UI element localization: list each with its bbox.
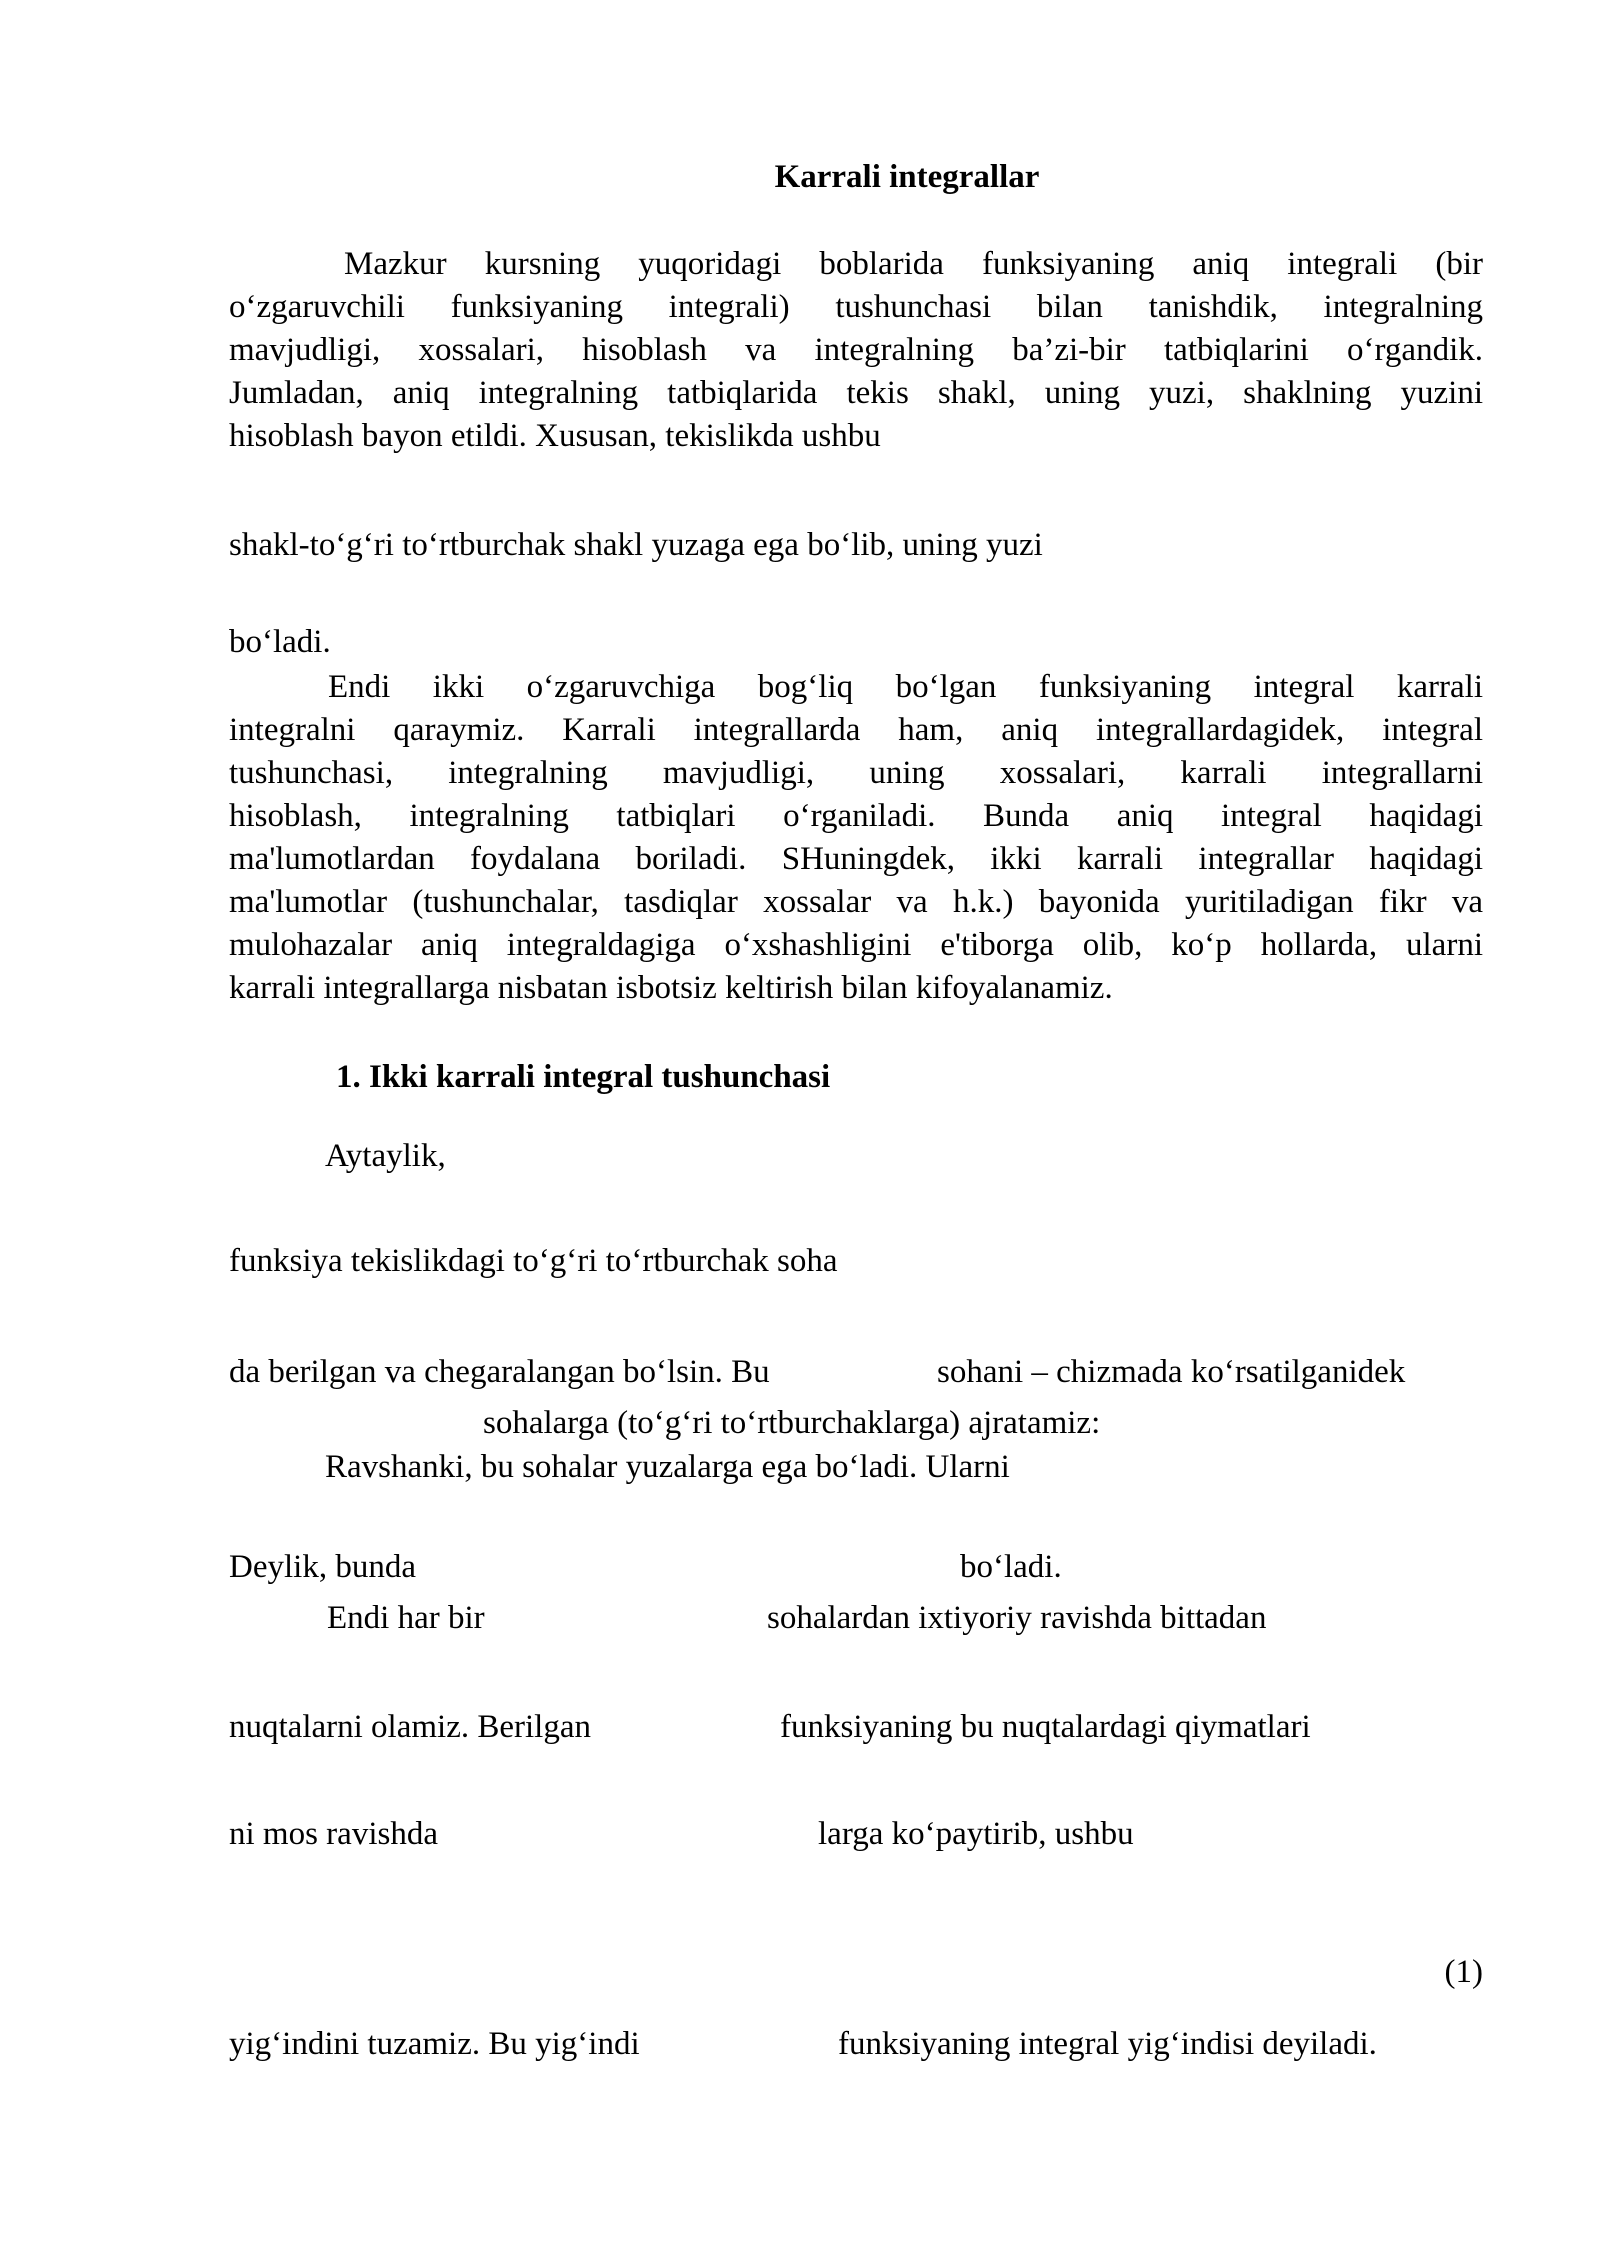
line-right-part: sohalardan ixtiyoriy ravishda bittadan: [767, 1600, 1267, 1636]
section-heading: 1. Ikki karrali integral tushunchasi: [336, 1059, 831, 1095]
line-right-part: sohani – chizmada ko‘rsatilganidek: [937, 1354, 1406, 1390]
line-right-part: larga ko‘paytirib, ushbu: [818, 1816, 1134, 1852]
text-line-boladi: bo‘ladi.: [229, 624, 331, 660]
text-line-endi-har-bir: [229, 1597, 1483, 1640]
paragraph-line: hisoblash bayon etildi. Xususan, tekislikda ushbu: [229, 418, 881, 454]
page-title: Karrali integrallar: [774, 159, 1040, 195]
text-line-funksiya: funksiya tekislikdagi to‘g‘ri to‘rtburchak soha: [229, 1243, 838, 1279]
paragraph-1: [229, 243, 1483, 458]
line-left-part: nuqtalarni olamiz. Berilgan: [229, 1709, 591, 1745]
text-line-deylik: [229, 1546, 1483, 1589]
line-right-part: funksiyaning integral yig‘indisi deyiladi.: [838, 2026, 1377, 2062]
paragraph-line: karrali integrallarga nisbatan isbotsiz keltirish bilan kifoyalanamiz.: [229, 970, 1113, 1006]
equation-number: (1): [1444, 1954, 1483, 1990]
text-line-da-berilgan: [229, 1351, 1483, 1394]
text-line-nuqtalarni: [229, 1706, 1483, 1749]
line-right-part: funksiyaning bu nuqtalardagi qiymatlari: [780, 1709, 1311, 1745]
paragraph-line: mulohazalar aniq integraldagiga o‘xshashligini e'tiborga olib, ko‘p hollarda, ularni: [229, 927, 1483, 963]
paragraph-line: ma'lumotlardan foydalana boriladi. SHuningdek, ikki karrali integrallar haqidagi: [229, 841, 1483, 877]
text-line-ni-mos: [229, 1813, 1483, 1856]
text-line-aytaylik: Aytaylik,: [325, 1138, 446, 1174]
paragraph-line: o‘zgaruvchili funksiyaning integrali) tushunchasi bilan tanishdik, integralning: [229, 289, 1483, 325]
paragraph-2: [229, 666, 1483, 1010]
text-line-shakl: shakl-to‘g‘ri to‘rtburchak shakl yuzaga ega bo‘lib, uning yuzi: [229, 527, 1043, 563]
line-left-part: da berilgan va chegaralangan bo‘lsin. Bu: [229, 1354, 770, 1390]
paragraph-line: Mazkur kursning yuqoridagi boblarida funksiyaning aniq integrali (bir: [344, 246, 1483, 282]
line-right-part: bo‘ladi.: [960, 1549, 1062, 1585]
paragraph-line: tushunchasi, integralning mavjudligi, uning xossalari, karrali integrallarni: [229, 755, 1483, 791]
paragraph-line: integralni qaraymiz. Karrali integrallarda ham, aniq integrallardagidek, integral: [229, 712, 1483, 748]
paragraph-line: hisoblash, integralning tatbiqlari o‘rganiladi. Bunda aniq integral haqidagi: [229, 798, 1483, 834]
paragraph-line: ma'lumotlar (tushunchalar, tasdiqlar xossalar va h.k.) bayonida yuritiladigan fikr va: [229, 884, 1483, 920]
paragraph-line: Jumladan, aniq integralning tatbiqlarida tekis shakl, uning yuzi, shaklning yuzini: [229, 375, 1483, 411]
paragraph-line: Endi ikki o‘zgaruvchiga bog‘liq bo‘lgan funksiyaning integral karrali: [328, 669, 1483, 705]
line-left-part: Endi har bir: [327, 1600, 485, 1636]
text-line-ravshanki: Ravshanki, bu sohalar yuzalarga ega bo‘ladi. Ularni: [325, 1449, 1010, 1485]
line-left-part: Deylik, bunda: [229, 1549, 416, 1585]
line-left-part: ni mos ravishda: [229, 1816, 438, 1852]
text-line-sohalarga: sohalarga (to‘g‘ri to‘rtburchaklarga) ajratamiz:: [483, 1405, 1101, 1441]
paragraph-line: mavjudligi, xossalari, hisoblash va integralning ba’zi-bir tatbiqlarini o‘rgandik.: [229, 332, 1483, 368]
text-line-yigindi: [229, 2023, 1483, 2066]
line-left-part: yig‘indini tuzamiz. Bu yig‘indi: [229, 2026, 640, 2062]
